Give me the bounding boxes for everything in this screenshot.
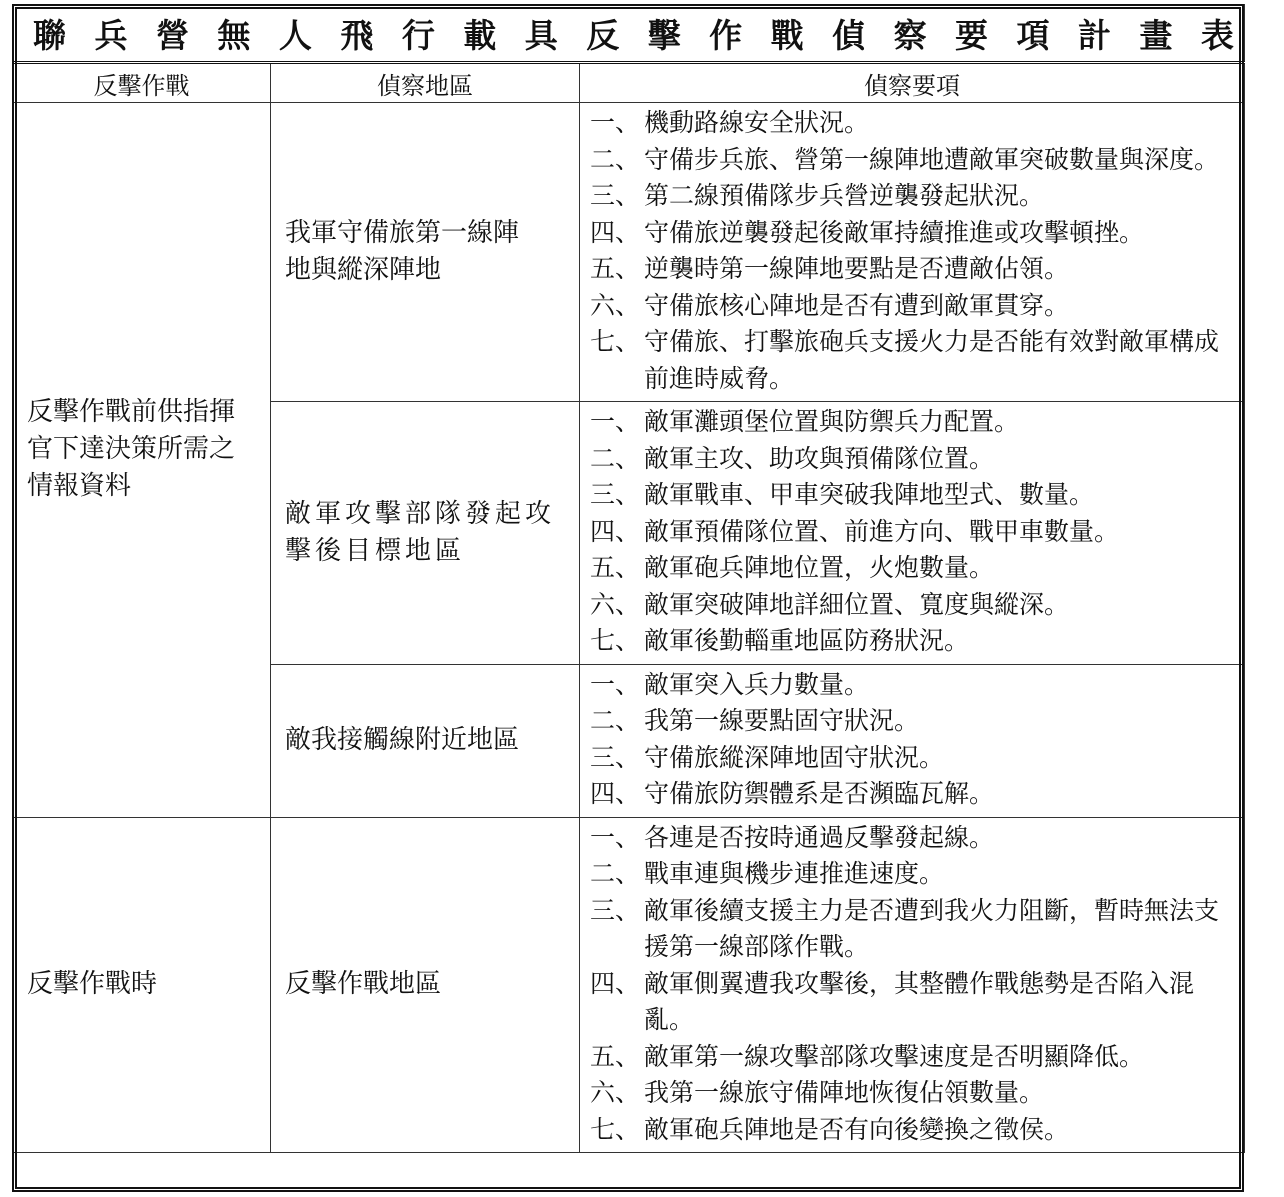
- title-char: 計: [1077, 15, 1111, 55]
- header-phase: 反擊作戰: [13, 63, 271, 103]
- item-number: 三、: [590, 181, 641, 210]
- title-char: 擊: [647, 15, 681, 55]
- header-area: 偵察地區: [271, 63, 580, 103]
- outer-double-border: [12, 4, 1244, 1192]
- title-char: 戰: [770, 15, 804, 55]
- item-text: 守備步兵旅、營第一線陣地遭敵軍突破數量與深度。: [644, 144, 1220, 174]
- title-char: 兵: [94, 15, 128, 55]
- item-text: 敵軍後勤輜重地區防務狀況。: [644, 626, 970, 655]
- item-text: 守備旅逆襲發起後敵軍持續推進或攻擊頓挫。: [644, 217, 1145, 247]
- item-number: 二、: [590, 859, 641, 888]
- item-text: 各連是否按時通過反擊發起線。: [644, 822, 995, 852]
- item-text: 守備旅核心陣地是否有遭到敵軍貫穿。: [644, 290, 1070, 320]
- item-number: 四、: [590, 516, 641, 546]
- item-number: 三、: [590, 742, 641, 772]
- title-char: 無: [217, 15, 251, 55]
- item-number: 三、: [590, 480, 641, 509]
- title-char: 反: [586, 15, 620, 55]
- item-number: 三、: [590, 895, 641, 925]
- item-text: 逆襲時第一線陣地要點是否遭敵佔領。: [644, 254, 1070, 283]
- item-number: 五、: [590, 254, 641, 283]
- area-text: 反擊作戰地區: [285, 969, 442, 1000]
- title-char: 行: [401, 15, 435, 55]
- title-char: 畫: [1139, 15, 1173, 55]
- item-text: 守備旅、打擊旅砲兵支援火力是否能有效對敵軍構成前進時威脅。: [644, 327, 1220, 393]
- item-number: 一、: [590, 669, 641, 699]
- item-number: 六、: [590, 1078, 641, 1107]
- item-text: 敵軍突破陣地詳細位置、寬度與縱深。: [644, 589, 1070, 619]
- item-text: 戰車連與機步連推進速度。: [644, 859, 945, 888]
- item-number: 二、: [590, 144, 641, 174]
- area-text: 我軍守備旅第一線陣地與縱深陣地: [285, 218, 520, 285]
- item-text: 敵軍戰車、甲車突破我陣地型式、數量。: [644, 480, 1095, 509]
- item-number: 二、: [590, 443, 641, 473]
- item-text: 我第一線旅守備陣地恢復佔領數量。: [644, 1078, 1045, 1107]
- header-items: 偵察要項: [580, 63, 1245, 103]
- phase-text: 反擊作戰時: [27, 969, 158, 1000]
- phase-text: 反擊作戰前供指揮官下達決策所需之情報資料: [27, 397, 236, 502]
- item-number: 一、: [590, 822, 641, 852]
- title-char: 察: [893, 15, 927, 55]
- title-char: 具: [524, 15, 558, 55]
- item-text: 敵軍第一線攻擊部隊攻擊速度是否明顯降低。: [644, 1041, 1145, 1071]
- item-number: 五、: [590, 553, 641, 582]
- item-number: 二、: [590, 706, 641, 735]
- area-text: 敵軍攻擊部隊發起攻擊後目標地區: [285, 498, 556, 566]
- title-char: 營: [155, 15, 189, 55]
- area-text: 敵我接觸線附近地區: [285, 725, 520, 755]
- title-char: 載: [463, 15, 497, 55]
- item-text: 第二線預備隊步兵營逆襲發起狀況。: [644, 181, 1045, 210]
- item-number: 七、: [590, 327, 641, 356]
- item-number: 一、: [590, 108, 641, 137]
- item-text: 機動路線安全狀況。: [644, 108, 870, 137]
- item-text: 敵軍側翼遭我攻擊後，其整體作戰態勢是否陷入混亂。: [644, 968, 1195, 1034]
- item-text: 敵軍灘頭堡位置與防禦兵力配置。: [644, 407, 1020, 436]
- item-text: 敵軍砲兵陣地位置，火炮數量。: [644, 553, 995, 582]
- item-text: 敵軍主攻、助攻與預備隊位置。: [644, 443, 995, 473]
- title-char: 聯: [33, 15, 66, 55]
- item-text: 敵軍突入兵力數量。: [644, 669, 870, 699]
- title-char: 項: [1016, 15, 1050, 55]
- item-number: 七、: [590, 1114, 641, 1144]
- item-number: 六、: [590, 290, 641, 320]
- item-text: 敵軍預備隊位置、前進方向、戰甲車數量。: [644, 516, 1120, 546]
- title-char: 飛: [340, 15, 374, 55]
- title-char: 作: [709, 15, 743, 55]
- item-text: 我第一線要點固守狀況。: [644, 706, 920, 735]
- title-char: 表: [1200, 15, 1234, 55]
- title-char: 人: [278, 15, 312, 55]
- title-char: 偵: [832, 15, 866, 55]
- item-text: 守備旅縱深陣地固守狀況。: [644, 742, 945, 772]
- item-number: 六、: [590, 589, 641, 619]
- title-char: 要: [955, 15, 989, 55]
- item-number: 四、: [590, 779, 641, 808]
- item-number: 一、: [590, 407, 641, 436]
- item-text: 敵軍砲兵陣地是否有向後變換之徵侯。: [644, 1114, 1070, 1144]
- item-number: 四、: [590, 217, 641, 247]
- item-number: 四、: [590, 968, 641, 998]
- item-text: 守備旅防禦體系是否瀕臨瓦解。: [644, 779, 995, 808]
- item-text: 敵軍後續支援主力是否遭到我火力阻斷，暫時無法支援第一線部隊作戰。: [644, 895, 1220, 961]
- item-number: 七、: [590, 626, 641, 655]
- item-number: 五、: [590, 1041, 641, 1071]
